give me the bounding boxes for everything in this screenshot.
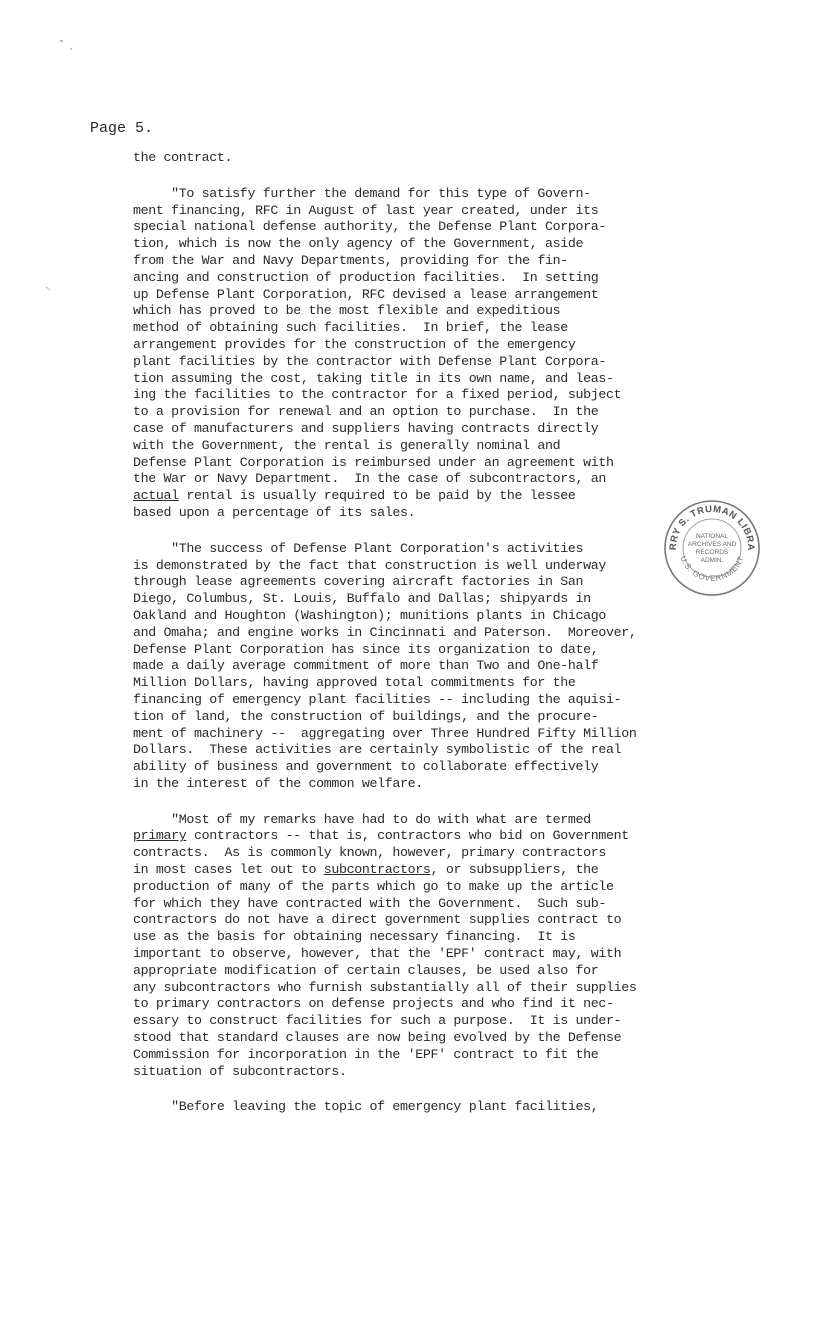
text-line: tion assuming the cost, taking title in its own name, and leas- xyxy=(133,370,614,386)
text-line: based upon a percentage of its sales. xyxy=(133,504,416,520)
text-span: in most cases let out to xyxy=(133,862,324,878)
paragraph xyxy=(133,1099,663,1116)
text-line: to primary contractors on defense projects and who find it nec- xyxy=(133,996,614,1012)
text-line: Defense Plant Corporation has since its organization to date, xyxy=(133,641,599,657)
text-line: financing of emergency plant facilities -- including the aquisi- xyxy=(133,691,622,707)
text-line: contracts. As is commonly known, however, primary contractors xyxy=(133,845,607,861)
text-line: "To satisfy further the demand for this type of Govern- xyxy=(133,185,591,201)
text-line: Oakland and Houghton (Washington); munitions plants in Chicago xyxy=(133,607,607,623)
text-line: for which they have contracted with the Government. Such sub- xyxy=(133,895,607,911)
text-line: "Before leaving the topic of emergency plant facilities, xyxy=(133,1099,599,1115)
scan-speck xyxy=(60,40,63,42)
text-line: through lease agreements covering aircraft factories in San xyxy=(133,574,584,590)
stamp-seal-icon xyxy=(662,498,762,598)
stamp-ring-top: RRY S. TRUMAN LIBRA xyxy=(667,503,757,552)
text-line: plant facilities by the contractor with Defense Plant Corpora- xyxy=(133,353,607,369)
text-line: from the War and Navy Departments, providing for the fin- xyxy=(133,252,568,268)
text-line: Million Dollars, having approved total commitments for the xyxy=(133,675,576,691)
text-line: tion of land, the construction of buildings, and the procure- xyxy=(133,708,599,724)
page-number: Page 5. xyxy=(90,120,154,137)
text-line: ment of machinery -- aggregating over Three Hundred Fifty Million xyxy=(133,725,637,741)
text-line xyxy=(133,488,663,505)
paragraph xyxy=(133,186,663,522)
text-line: stood that standard clauses are now being evolved by the Defense xyxy=(133,1030,622,1046)
text-line: production of many of the parts which go to make up the article xyxy=(133,878,614,894)
text-line: the contract. xyxy=(133,150,233,165)
text-line: use as the basis for obtaining necessary financing. It is xyxy=(133,929,576,945)
text-line: up Defense Plant Corporation, RFC devised a lease arrangement xyxy=(133,286,599,302)
archive-stamp xyxy=(662,498,762,598)
stamp-center-line: NATIONAL xyxy=(695,533,729,540)
paragraph xyxy=(133,541,663,793)
stamp-center-line: ARCHIVES AND xyxy=(687,541,737,548)
text-line: made a daily average commitment of more than Two and One-half xyxy=(133,658,599,674)
stamp-ring-bottom: U.S. GOVERNMENT xyxy=(678,554,746,584)
text-line: contractors do not have a direct government supplies contract to xyxy=(133,912,622,928)
underlined-word: subcontractors xyxy=(323,862,431,878)
text-line: the War or Navy Department. In the case of subcontractors, an xyxy=(133,471,607,487)
text-span: contractors -- that is, contractors who bid on Government xyxy=(186,828,629,844)
text-line: method of obtaining such facilities. In brief, the lease xyxy=(133,320,568,336)
text-line: Commission for incorporation in the 'EPF' contract to fit the xyxy=(133,1046,599,1062)
text-line: ancing and construction of production facilities. In setting xyxy=(133,269,599,285)
text-line: in the interest of the common welfare. xyxy=(133,775,423,791)
text-line: "The success of Defense Plant Corporation's activities xyxy=(133,540,584,556)
underlined-word: actual xyxy=(133,488,179,504)
text-line: situation of subcontractors. xyxy=(133,1063,347,1079)
text-line: which has proved to be the most flexible and expeditious xyxy=(133,303,561,319)
paragraph xyxy=(133,812,663,1081)
text-line: is demonstrated by the fact that construction is well underway xyxy=(133,557,607,573)
text-line xyxy=(133,862,663,879)
text-line: with the Government, the rental is generally nominal and xyxy=(133,437,561,453)
text-line: Diego, Columbus, St. Louis, Buffalo and Dallas; shipyards in xyxy=(133,591,591,607)
text-span: rental is usually required to be paid by the lessee xyxy=(178,488,576,504)
text-line: any subcontractors who furnish substantially all of their supplies xyxy=(133,979,637,995)
text-line: case of manufacturers and suppliers having contracts directly xyxy=(133,420,599,436)
text-line: appropriate modification of certain clauses, be used also for xyxy=(133,962,599,978)
text-span: , or subsuppliers, the xyxy=(430,862,599,878)
text-line: important to observe, however, that the 'EPF' contract may, with xyxy=(133,946,622,962)
text-line: ing the facilities to the contractor for a fixed period, subject xyxy=(133,387,622,403)
text-line: arrangement provides for the construction of the emergency xyxy=(133,336,576,352)
text-line: tion, which is now the only agency of the Government, aside xyxy=(133,236,584,252)
text-line: and Omaha; and engine works in Cincinnati and Paterson. Moreover, xyxy=(133,624,637,640)
scan-speck xyxy=(45,286,50,290)
text-line: special national defense authority, the Defense Plant Corpora- xyxy=(133,219,607,235)
text-line: to a provision for renewal and an option to purchase. In the xyxy=(133,404,599,420)
document-body xyxy=(133,150,663,1116)
stamp-center-line: ADMIN. xyxy=(700,557,724,564)
text-line: ability of business and government to collaborate effectively xyxy=(133,759,599,775)
text-line: "Most of my remarks have had to do with what are termed xyxy=(133,811,591,827)
text-line: Defense Plant Corporation is reimbursed under an agreement with xyxy=(133,454,614,470)
text-line: ment financing, RFC in August of last year created, under its xyxy=(133,202,599,218)
text-line: Dollars. These activities are certainly symbolistic of the real xyxy=(133,742,622,758)
text-line xyxy=(133,828,663,845)
text-line: essary to construct facilities for such a purpose. It is under- xyxy=(133,1013,622,1029)
stamp-center-line: RECORDS xyxy=(695,549,729,556)
scan-speck xyxy=(70,48,72,50)
underlined-word: primary xyxy=(133,828,187,844)
